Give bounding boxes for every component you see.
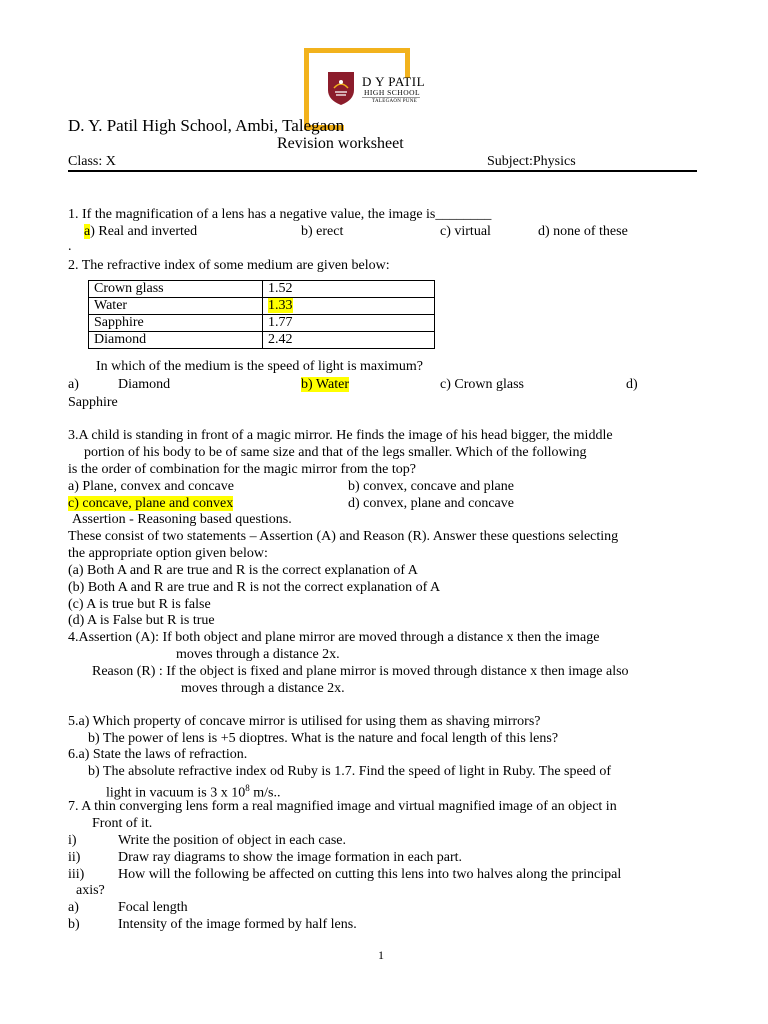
q3-option-b: b) convex, concave and plane <box>348 479 514 494</box>
q2-option-b <box>301 376 349 393</box>
q2-option-c: c) Crown glass <box>440 377 524 392</box>
page-number: 1 <box>378 948 384 962</box>
q7-i-text: Write the position of object in each case. <box>118 833 347 848</box>
q7-iii-continuation: axis? <box>76 883 105 898</box>
ar-option-c: (c) A is true but R is false <box>68 597 211 612</box>
q2-option-a-label: a) <box>68 377 79 392</box>
q6-b2-text: light in vacuum is 3 x 10 <box>106 785 246 801</box>
ar-option-b: (b) Both A and R are true and R is not the correct explanation of A <box>68 580 441 595</box>
q2-option-a: Diamond <box>118 377 171 392</box>
q2-question: In which of the medium is the speed of light is maximum? <box>96 359 423 374</box>
q7-line1: 7. A thin converging lens form a real magnified image and virtual magnified image of an object in <box>68 799 617 814</box>
q4-reason-line2: moves through a distance 2x. <box>181 681 345 696</box>
q4-assertion-line1: 4.Assertion (A): If both object and plane mirror are moved through a distance x then the image <box>68 630 600 645</box>
q7-i-label: i) <box>68 833 77 848</box>
ar-option-d: (d) A is False but R is true <box>68 613 215 628</box>
q7-a-label: a) <box>68 900 79 915</box>
q7-ii-label: ii) <box>68 850 81 865</box>
q3-option-c <box>68 495 233 512</box>
class-label: Class: X <box>68 154 116 169</box>
q1-option-b: b) erect <box>301 224 344 239</box>
logo-line2: HIGH SCHOOL <box>364 88 421 97</box>
q6-b2-exponent: 8 <box>245 783 250 793</box>
q1-option-c: c) virtual <box>440 224 491 239</box>
q2-option-d-label: d) <box>626 377 638 392</box>
q6-b2-unit: m/s.. <box>249 785 281 801</box>
ar-intro2: the appropriate option given below: <box>68 546 268 561</box>
school-crest-icon <box>326 70 356 106</box>
ar-intro1: These consist of two statements – Assertion (A) and Reason (R). Answer these questions selecting <box>68 529 619 544</box>
q3-option-d: d) convex, plane and concave <box>348 496 514 511</box>
q1-text: 1. If the magnification of a lens has a negative value, the image is________ <box>68 207 492 222</box>
table-cell-index: 1.77 <box>263 315 435 332</box>
q1-option-d: d) none of these <box>538 224 628 239</box>
q2-answer-highlight: b) Water <box>301 377 349 392</box>
q7-iii-text: How will the following be affected on cutting this lens into two halves along the principal <box>118 867 622 882</box>
q3-line3: is the order of combination for the magic mirror from the top? <box>68 462 416 477</box>
q7-iii-label: iii) <box>68 867 85 882</box>
table-cell-index: 1.52 <box>263 281 435 298</box>
ar-heading: Assertion - Reasoning based questions. <box>72 512 292 527</box>
q1-option-a-letter: a <box>84 224 91 239</box>
logo-divider <box>362 97 420 98</box>
table-cell-index <box>263 298 435 315</box>
header-rule <box>68 170 697 172</box>
q1-dot: . <box>68 239 72 254</box>
q2-option-d: Sapphire <box>68 395 118 410</box>
q7-b-text: Intensity of the image formed by half lens. <box>118 917 357 932</box>
table-cell-medium: Sapphire <box>89 315 263 332</box>
q3-line2: portion of his body to be of same size and that of the legs smaller. Which of the following <box>84 445 587 460</box>
logo-line1: D Y PATIL <box>362 74 426 89</box>
highlighted-index: 1.33 <box>268 298 293 313</box>
q7-a-text: Focal length <box>118 900 188 915</box>
table-row <box>89 298 435 315</box>
worksheet-title: Revision worksheet <box>277 135 404 152</box>
q3-line1: 3.A child is standing in front of a magic mirror. He finds the image of his head bigger, the middle <box>68 428 613 443</box>
q2-text: 2. The refractive index of some medium are given below: <box>68 258 390 273</box>
table-cell-index: 2.42 <box>263 332 435 349</box>
table-cell-medium: Water <box>89 298 263 315</box>
subject-label: Subject:Physics <box>487 154 576 169</box>
q3-option-a: a) Plane, convex and concave <box>68 479 234 494</box>
logo-line3: TALEGAON PUNE <box>372 99 418 104</box>
table-cell-medium: Crown glass <box>89 281 263 298</box>
school-name: D. Y. Patil High School, Ambi, Talegaon <box>68 116 345 135</box>
q1-option-a <box>84 223 197 240</box>
ar-option-a: (a) Both A and R are true and R is the correct explanation of A <box>68 563 418 578</box>
table-row <box>89 315 435 332</box>
table-cell-medium: Diamond <box>89 332 263 349</box>
q7-line2: Front of it. <box>92 816 153 831</box>
q5-part-b: b) The power of lens is +5 dioptres. What is the nature and focal length of this lens? <box>88 731 559 746</box>
q5-part-a: 5.a) Which property of concave mirror is utilised for using them as shaving mirrors? <box>68 714 541 729</box>
table-row <box>89 332 435 349</box>
q6-part-a: 6.a) State the laws of refraction. <box>68 747 248 762</box>
q3-answer-highlight: c) concave, plane and convex <box>68 496 234 511</box>
q6-part-b-line1: b) The absolute refractive index od Ruby is 1.7. Find the speed of light in Ruby. The speed of <box>88 764 612 779</box>
q4-assertion-line2: moves through a distance 2x. <box>176 647 340 662</box>
q7-ii-text: Draw ray diagrams to show the image formation in each part. <box>118 850 463 865</box>
refractive-index-table <box>88 280 435 349</box>
q7-b-label: b) <box>68 917 80 932</box>
q1-option-a-text: ) Real and inverted <box>90 224 198 239</box>
q4-reason-line1: Reason (R) : If the object is fixed and plane mirror is moved through distance x then image also <box>92 664 629 679</box>
table-row <box>89 281 435 298</box>
